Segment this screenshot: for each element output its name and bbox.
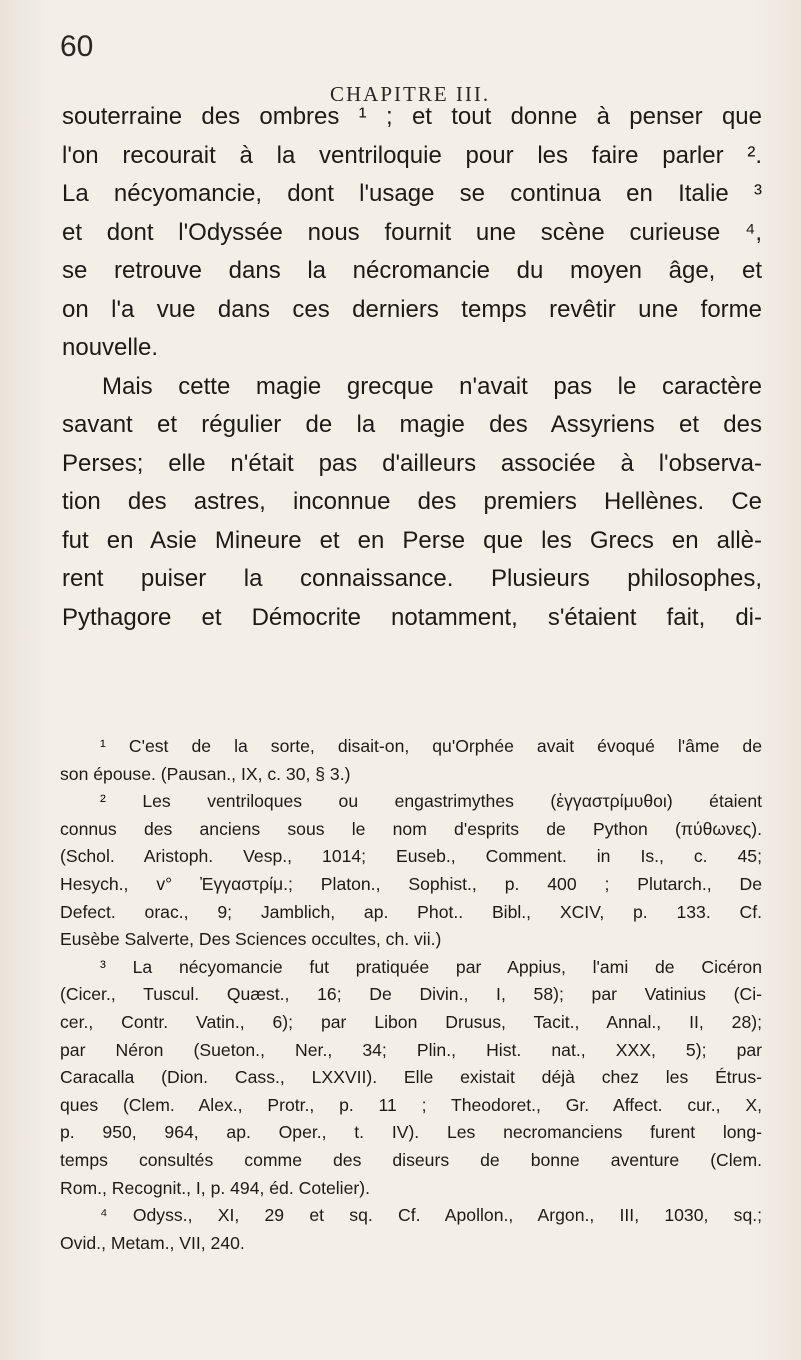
text-line: fut en Asie Mineure et en Perse que les Grecs en allè- <box>62 526 762 554</box>
footnote-line: ques (Clem. Alex., Protr., p. 11 ; Theodoret., Gr. Affect. cur., X, <box>60 1094 762 1115</box>
footnote-line: son épouse. (Pausan., IX, c. 30, § 3.) <box>60 763 351 784</box>
text-line: La nécyomancie, dont l'usage se continua en Italie ³ <box>62 180 762 207</box>
text-line: tion des astres, inconnue des premiers Hellènes. Ce <box>62 488 762 515</box>
running-title: CHAPITRE III. <box>330 82 491 106</box>
footnote-line: Rom., Recognit., I, p. 494, éd. Cotelier). <box>60 1177 370 1198</box>
text-line: Pythagore et Démocrite notamment, s'étaient fait, di- <box>62 603 762 631</box>
footnote-line: p. 950, 964, ap. Oper., t. IV). Les necromanciens furent long- <box>60 1122 762 1143</box>
text-line: rent puiser la connaissance. Plusieurs philosophes, <box>62 565 762 592</box>
page-number: 60 <box>60 30 94 63</box>
footnote-line: Defect. orac., 9; Jamblich, ap. Phot.. Bibl., XCIV, p. 133. Cf. <box>60 901 762 922</box>
footnote-line: Caracalla (Dion. Cass., LXXVII). Elle existait déjà chez les Étrus- <box>60 1067 762 1088</box>
footnote-line: cer., Contr. Vatin., 6); par Libon Drusus, Tacit., Annal., II, 28); <box>60 1011 762 1032</box>
footnote-line: par Néron (Sueton., Ner., 34; Plin., Hist. nat., XXX, 5); par <box>60 1039 762 1060</box>
footnotes <box>60 733 762 1257</box>
footnote-line: Hesych., v° Ἐγγαστρίμ.; Platon., Sophist., p. 400 ; Plutarch., De <box>60 873 762 894</box>
footnote-line: Eusèbe Salverte, Des Sciences occultes, ch. vii.) <box>60 929 442 950</box>
footnote-line: ² Les ventriloques ou engastrimythes (ἐγγαστρίμυθοι) étaient <box>100 791 762 812</box>
footnote-line: ³ La nécyomancie fut pratiquée par Appius, l'ami de Cicéron <box>100 956 762 977</box>
page-header <box>60 30 760 106</box>
text-line: Mais cette magie grecque n'avait pas le caractère <box>102 372 762 400</box>
footnote-line: (Schol. Aristoph. Vesp., 1014; Euseb., Comment. in Is., c. 45; <box>60 846 762 867</box>
text-line: on l'a vue dans ces derniers temps revêtir une forme <box>62 295 762 323</box>
text-line: se retrouve dans la nécromancie du moyen âge, et <box>62 257 762 284</box>
footnote-line: (Cicer., Tuscul. Quæst., 16; De Divin., I, 58); par Vatinius (Ci- <box>60 984 762 1005</box>
text-line: Perses; elle n'était pas d'ailleurs associée à l'observa- <box>62 449 762 477</box>
main-text <box>62 98 762 637</box>
footnote-line: Ovid., Metam., VII, 240. <box>60 1232 245 1253</box>
text-line: et dont l'Odyssée nous fournit une scène curieuse ⁴, <box>62 218 762 246</box>
text-line: l'on recourait à la ventriloquie pour les faire parler ². <box>62 141 762 169</box>
footnote-line: connus des anciens sous le nom d'esprits de Python (πύθωνες). <box>60 818 762 839</box>
footnote-line: ⁴ Odyss., XI, 29 et sq. Cf. Apollon., Argon., III, 1030, sq.; <box>100 1205 762 1226</box>
footnote-line: temps consultés comme des diseurs de bonne aventure (Clem. <box>60 1149 762 1170</box>
text-line: souterraine des ombres ¹ ; et tout donne à penser que <box>62 103 762 130</box>
text-line: savant et régulier de la magie des Assyriens et des <box>62 411 762 438</box>
text-line: nouvelle. <box>62 334 159 361</box>
footnote-line: ¹ C'est de la sorte, disait-on, qu'Orphée avait évoqué l'âme de <box>100 736 762 756</box>
